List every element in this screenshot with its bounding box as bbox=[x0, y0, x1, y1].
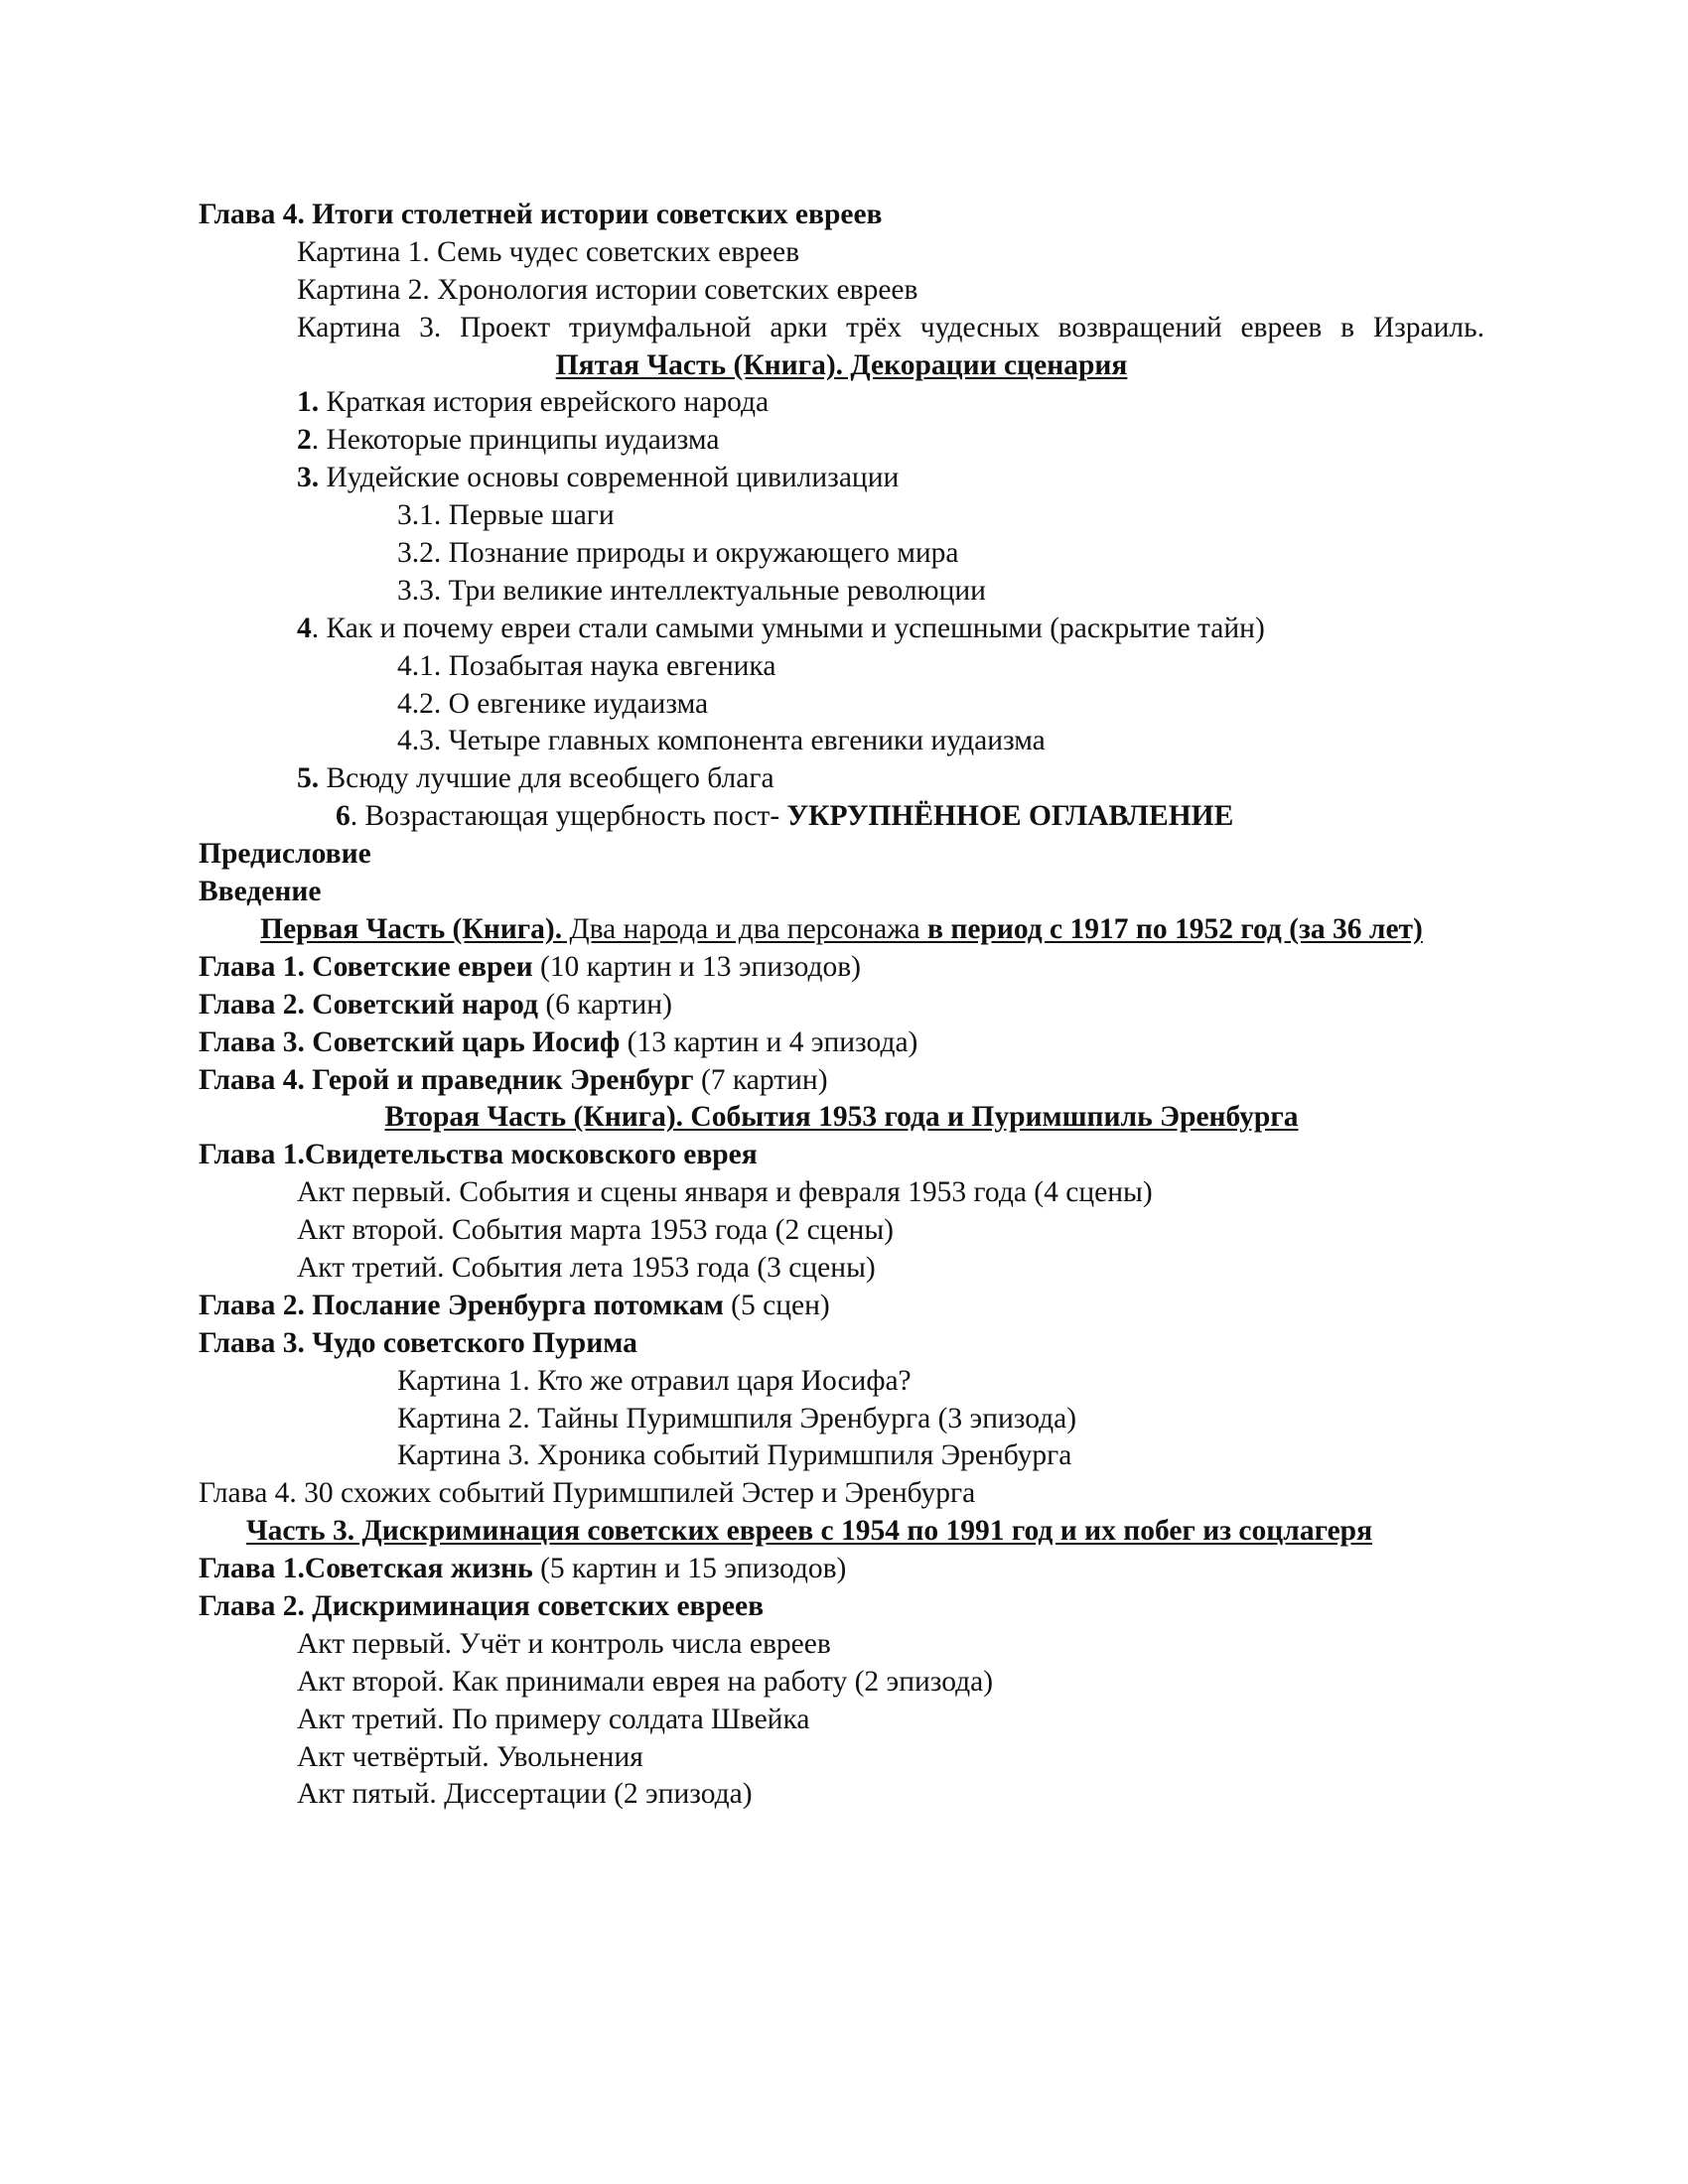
chapter-note: (6 картин) bbox=[537, 988, 672, 1021]
item-text: . Возрастающая ущербность пост- bbox=[350, 800, 780, 833]
part5-item-1 bbox=[199, 384, 1484, 422]
consolidated-toc-title: УКРУПНЁННОЕ ОГЛАВЛЕНИЕ bbox=[779, 800, 1234, 833]
chapter-note: (7 картин) bbox=[693, 1063, 828, 1096]
chapter-line: Глава 4. 30 схожих событий Пуримшпилей Эстер и Эренбурга bbox=[199, 1477, 976, 1510]
item-number: 3. bbox=[297, 462, 320, 494]
chapter-line bbox=[199, 987, 1484, 1024]
sub-item: 3.2. Познание природы и окружающего мира bbox=[397, 537, 959, 570]
part5-item-6 bbox=[199, 798, 1484, 836]
chapter-note: (5 картин и 15 эпизодов) bbox=[532, 1553, 847, 1585]
item-number: 6 bbox=[336, 800, 351, 833]
chapter-title: Глава 2. Советский народ bbox=[199, 988, 538, 1021]
chapter-title: Глава 3. Чудо советского Пурима bbox=[199, 1326, 637, 1359]
intro-heading: Введение bbox=[199, 876, 322, 908]
part5-item-3 bbox=[199, 460, 1484, 497]
act-item: Акт четвёртый. Увольнения bbox=[297, 1740, 643, 1773]
part3-heading: Часть 3. Дискриминация советских евреев с 1954 по 1991 год и их побег из соцлагеря bbox=[246, 1515, 1373, 1548]
item-number: 2 bbox=[297, 424, 312, 457]
sub-item: 3.1. Первые шаги bbox=[397, 499, 615, 532]
chapter-line bbox=[199, 1288, 1484, 1325]
act-item: Акт второй. Как принимали еврея на работу (2 эпизода) bbox=[297, 1665, 994, 1698]
act-item: Акт третий. По примеру солдата Швейка bbox=[297, 1703, 810, 1735]
part2-heading: Вторая Часть (Книга). События 1953 года и Пуримшпиль Эренбурга bbox=[384, 1101, 1299, 1134]
sub-item: 3.3. Три великие интеллектуальные революции bbox=[397, 574, 986, 607]
chapter-title: Глава 1.Советская жизнь bbox=[199, 1553, 533, 1585]
chapter-line bbox=[199, 1062, 1484, 1100]
part1-heading-period: в период с 1917 по 1952 год (за 36 лет) bbox=[927, 912, 1423, 945]
item-text: Иудейские основы современной цивилизации bbox=[319, 462, 900, 494]
act-item: Акт первый. Учёт и контроль числа евреев bbox=[297, 1627, 831, 1660]
chapter-note: (5 сцен) bbox=[723, 1289, 830, 1321]
part5-item-5 bbox=[199, 760, 1484, 798]
act-item: Акт второй. События марта 1953 года (2 сцены) bbox=[297, 1214, 894, 1247]
item-number: 4 bbox=[297, 612, 312, 644]
chapter-title: Глава 2. Дискриминация советских евреев bbox=[199, 1590, 764, 1622]
part1-heading bbox=[199, 911, 1484, 949]
document-page bbox=[199, 197, 1484, 1814]
chapter4-heading: Глава 4. Итоги столетней истории советских евреев bbox=[199, 199, 883, 230]
part1-heading-title: Два народа и два персонажа bbox=[562, 912, 928, 945]
chapter-title: Глава 2. Послание Эренбурга потомкам bbox=[199, 1289, 724, 1321]
part1-heading-label: Первая Часть (Книга). bbox=[260, 912, 563, 945]
item-number: 5. bbox=[297, 762, 320, 795]
picture-item: Картина 1. Семь чудес советских евреев bbox=[297, 235, 800, 268]
item-number: 1. bbox=[297, 386, 320, 419]
item-text: . Как и почему евреи стали самыми умными и успешными (раскрытие тайн) bbox=[311, 612, 1265, 644]
act-item: Акт третий. События лета 1953 года (3 сцены) bbox=[297, 1251, 876, 1284]
item-text: Всюду лучшие для всеобщего блага bbox=[319, 762, 774, 795]
sub-item: 4.2. О евгенике иудаизма bbox=[397, 687, 709, 720]
part5-item-4 bbox=[199, 611, 1484, 648]
picture-item: Картина 3. Хроника событий Пуримшпиля Эренбурга bbox=[397, 1439, 1072, 1472]
act-item: Акт первый. События и сцены января и февраля 1953 года (4 сцены) bbox=[297, 1176, 1153, 1209]
chapter-line bbox=[199, 1024, 1484, 1062]
sub-item: 4.3. Четыре главных компонента евгеники иудаизма bbox=[397, 725, 1046, 757]
preface-heading: Предисловие bbox=[199, 838, 371, 871]
chapter-note: (10 картин и 13 эпизодов) bbox=[532, 950, 861, 983]
part5-item-2 bbox=[199, 422, 1484, 460]
chapter-note: (13 картин и 4 эпизода) bbox=[620, 1025, 918, 1058]
picture-item: Картина 2. Тайны Пуримшпиля Эренбурга (3 эпизода) bbox=[397, 1402, 1077, 1434]
act-item: Акт пятый. Диссертации (2 эпизода) bbox=[297, 1778, 753, 1811]
chapter-line bbox=[199, 1551, 1484, 1588]
chapter-title: Глава 4. Герой и праведник Эренбург bbox=[199, 1063, 694, 1096]
item-text: Краткая история еврейского народа bbox=[319, 386, 770, 419]
picture-item-long: Картина 3. Проект триумфальной арки трёх чудесных возвращений евреев в Израиль. bbox=[297, 311, 1484, 343]
sub-item: 4.1. Позабытая наука евгеника bbox=[397, 649, 776, 682]
chapter-title: Глава 3. Советский царь Иосиф bbox=[199, 1025, 621, 1058]
item-text: . Некоторые принципы иудаизма bbox=[311, 424, 720, 457]
part5-heading: Пятая Часть (Книга). Декорации сценария bbox=[555, 348, 1128, 381]
chapter-line bbox=[199, 949, 1484, 987]
chapter-title: Глава 1.Свидетельства московского еврея bbox=[199, 1139, 758, 1171]
picture-item: Картина 2. Хронология истории советских евреев bbox=[297, 273, 918, 306]
picture-item: Картина 1. Кто же отравил царя Иосифа? bbox=[397, 1364, 912, 1397]
chapter-title: Глава 1. Советские евреи bbox=[199, 950, 533, 983]
